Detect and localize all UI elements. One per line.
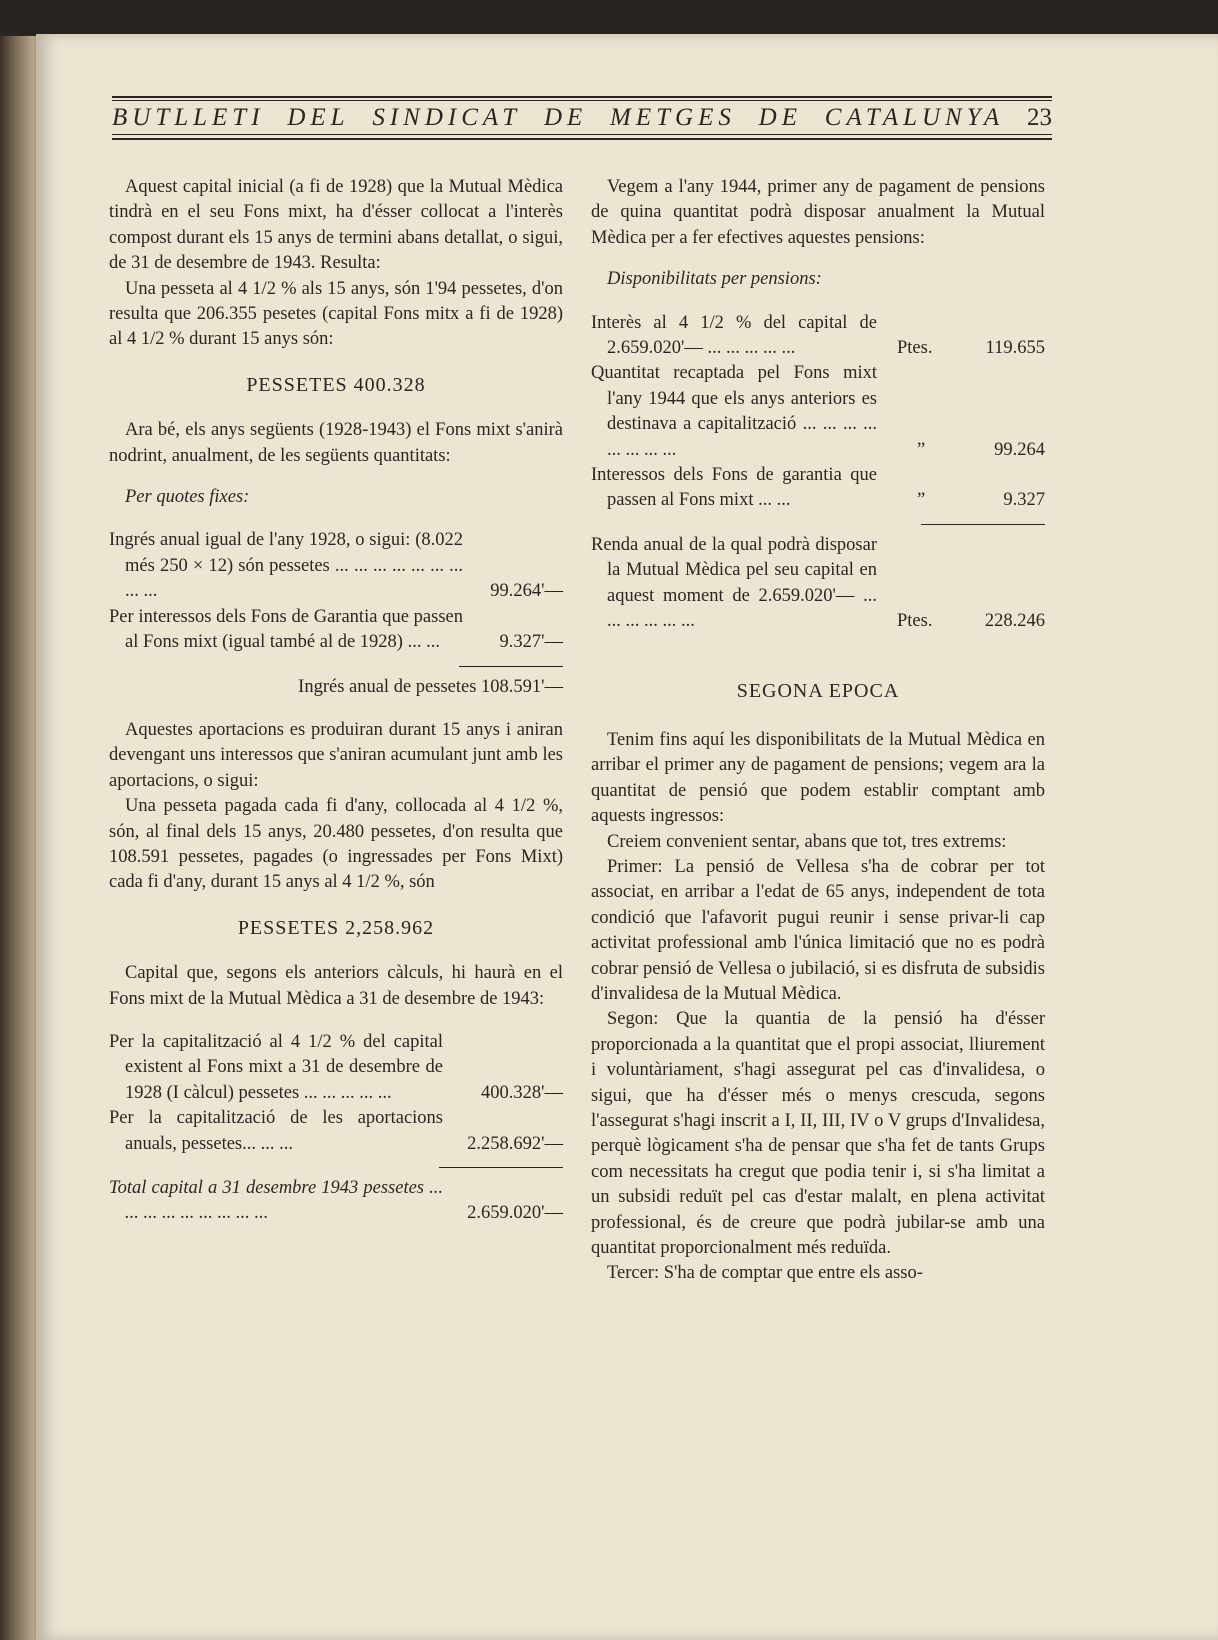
entry-label: Per interessos dels Fons de Garantia que passen al Fons mixt (igual també al de 1928) ... ... — [109, 606, 463, 653]
header-word: SINDICAT — [372, 104, 522, 131]
paragraph: Vegem a l'any 1944, primer any de pagament de pensions de quina quantitat podrà disposar anualment la Mutual Mèdica per a fer efectives aquestes pensions: — [591, 177, 1045, 248]
entry-amount: 99.264'— — [490, 581, 563, 602]
scan-top-border — [0, 0, 1218, 34]
header-word: METGES — [610, 104, 736, 131]
entry-label: Per la capitalització al 4 1/2 % del capital existent al Fons mixt a 31 de desembre de 1928 (I càlcul) pessetes ... ... ... ... ... — [109, 1031, 443, 1103]
entry-label: Quantitat recaptada pel Fons mixt l'any 1944 que els anys anteriors es destinava a capitalització ... ... ... ... ... ... ... ... — [591, 363, 877, 460]
subheading: Disponibilitats per pensions: — [607, 269, 822, 290]
paragraph: Tercer: S'ha de comptar que entre els asso- — [607, 1263, 923, 1284]
ditto-mark: ” — [917, 490, 926, 511]
ledger-entry — [109, 605, 563, 656]
header-word: DE — [758, 104, 802, 131]
paragraph: Aquest capital inicial (a fi de 1928) que la Mutual Mèdica tindrà en el seu Fons mixt, ha d'ésser collocat a l'interès compost durant els 15 anys de termini abans detallat, o sigui, de 31 de desembre de 1943. Resulta: — [109, 177, 563, 274]
ditto-mark: ” — [917, 439, 926, 460]
header-word: DE — [543, 104, 588, 131]
ledger-entry — [591, 463, 1045, 514]
ledger-entry — [109, 1030, 563, 1106]
entry-label: Renda anual de la qual podrà disposar la Mutual Mèdica pel seu capital en aquest moment de 2.659.020'— ... ... ... ... ... ... — [591, 534, 877, 632]
paragraph: Primer: La pensió de Vellesa s'ha de cobrar per tot associat, en arribar a l'edat de 65 anys, independent de tota condició que l'afavorit pugui reunir i sense privar-li cap activitat professional amb l'única limitació que no es podrà cobrar pensió de Vellesa o jubilació, si es disfruta de subsidis d'invalidesa de la Mutual Mèdica. — [591, 856, 1045, 1004]
entry-amount: 2.258.692'— — [467, 1133, 563, 1154]
currency-label: Ptes. — [897, 338, 933, 359]
entry-amount-group — [897, 609, 1045, 634]
section-heading: SEGONA EPOCA — [736, 679, 900, 702]
page-number: 23 — [1026, 104, 1052, 131]
paragraph: Ara bé, els anys següents (1928-1943) el Fons mixt s'anirà nodrint, anualment, de les següents quantitats: — [109, 420, 563, 466]
ledger-entry — [591, 361, 1045, 463]
sum-rule — [459, 666, 563, 667]
paragraph: Segon: Que la quantia de la pensió ha d'ésser proporcionada a la quantitat que el propi associat, lliurement i voluntàriament, s'hagi assegurat pel cas d'invalidesa, o sigui, que ha d'ésser més o menys crescuda, segons l'assegurat s'hagi inscrit a I, II, III, IV o V grups d'Invalidesa, perquè lògicament s'ha de pensar que s'ha fet de tants Grups com necessitats ha cregut que podia tenir i, si s'ha limitat a un subsidi reduït pel cas d'estar malalt, en plena activitat professional, és de creure que podrà jubilar-se amb una quantitat proporcionalment més reduïda. — [591, 1009, 1045, 1259]
sum-rule — [921, 524, 1045, 525]
header-rule-bottom — [112, 138, 1052, 140]
entry-label: Interès al 4 1/2 % del capital de 2.659.020'— ... ... ... ... ... — [591, 312, 877, 359]
header-word: BUTLLETI — [112, 104, 265, 131]
entry-label: Total capital a 31 desembre 1943 pessetes ... ... ... ... ... ... ... ... ... — [109, 1178, 443, 1224]
ledger-entry — [109, 1106, 563, 1157]
ledger-entry — [109, 1176, 563, 1227]
entry-amount: 9.327'— — [499, 632, 563, 653]
ledger-entry — [591, 533, 1045, 635]
subheading: Per quotes fixes: — [125, 487, 250, 508]
header-rule-top-thin — [112, 100, 1052, 101]
paragraph: Tenim fins aquí les disponibilitats de la Mutual Mèdica en arribar el primer any de pagament de pensions; vegem ara la quantitat de pensió que podem establir comptant amb aquests ingressos: — [591, 729, 1045, 827]
paragraph: Creiem convenient sentar, abans que tot, tres extrems: — [607, 831, 1007, 852]
paragraph: Aquestes aportacions es produiran durant 15 anys i aniran devengant uns interessos que s'aniran acumulant junt amb les aportacions, o sigui: — [109, 719, 563, 791]
entry-label: Interessos dels Fons de garantia que passen al Fons mixt ... ... — [591, 465, 877, 511]
header-word: DEL — [287, 104, 350, 131]
entry-amount: 99.264 — [994, 439, 1045, 460]
entry-amount: 119.655 — [985, 338, 1045, 359]
ledger-entry — [109, 528, 563, 604]
section-amount-heading: PESSETES 2,258.962 — [237, 916, 435, 939]
section-amount-heading: PESSETES 400.328 — [246, 373, 426, 396]
ledger-entry — [591, 311, 1045, 362]
currency-label: Ptes. — [897, 611, 933, 632]
entry-amount-group — [897, 336, 1045, 361]
entry-amount-group — [897, 438, 1045, 463]
paragraph: Una pesseta al 4 1/2 % als 15 anys, són 1'94 pessetes, d'on resulta que 206.355 pesetes (capital Fons mitx a fi de 1928) al 4 1/2 % durant 15 anys són: — [109, 278, 563, 350]
entry-amount: 9.327 — [1003, 490, 1045, 511]
header-rule-bottom-thin — [112, 134, 1052, 135]
entry-amount: 228.246 — [984, 611, 1045, 632]
entry-label: Per la capitalització de les aportacions anuals, pessetes... ... ... — [109, 1108, 443, 1154]
sum-rule — [439, 1167, 563, 1168]
left-column — [109, 175, 563, 1227]
paragraph: Una pesseta pagada cada fi d'any, collocada al 4 1/2 %, són, al final dels 15 anys, 20.480 pessetes, d'on resulta que 108.591 pessetes, pagades (o ingressades per Fons Mixt) cada fi d'any, durant 15 anys al 4 1/2 %, són — [109, 796, 563, 893]
paragraph: Capital que, segons els anteriors càlculs, hi haurà en el Fons mixt de la Mutual Mèdica a 31 de desembre de 1943: — [109, 963, 563, 1009]
header-rule-top — [112, 96, 1052, 98]
entry-amount: 400.328'— — [481, 1082, 563, 1103]
header-word: CATALUNYA — [824, 104, 1005, 131]
running-header — [112, 104, 1052, 134]
right-column — [591, 175, 1045, 1287]
entry-amount: 2.659.020'— — [467, 1203, 563, 1224]
entry-label: Ingrés anual igual de l'any 1928, o sigui: (8.022 més 250 × 12) són pessetes ... ... ... ... ... ... ... ... ... — [109, 530, 463, 602]
entry-amount-group — [897, 488, 1045, 513]
annual-total: Ingrés anual de pessetes 108.591'— — [298, 676, 563, 697]
